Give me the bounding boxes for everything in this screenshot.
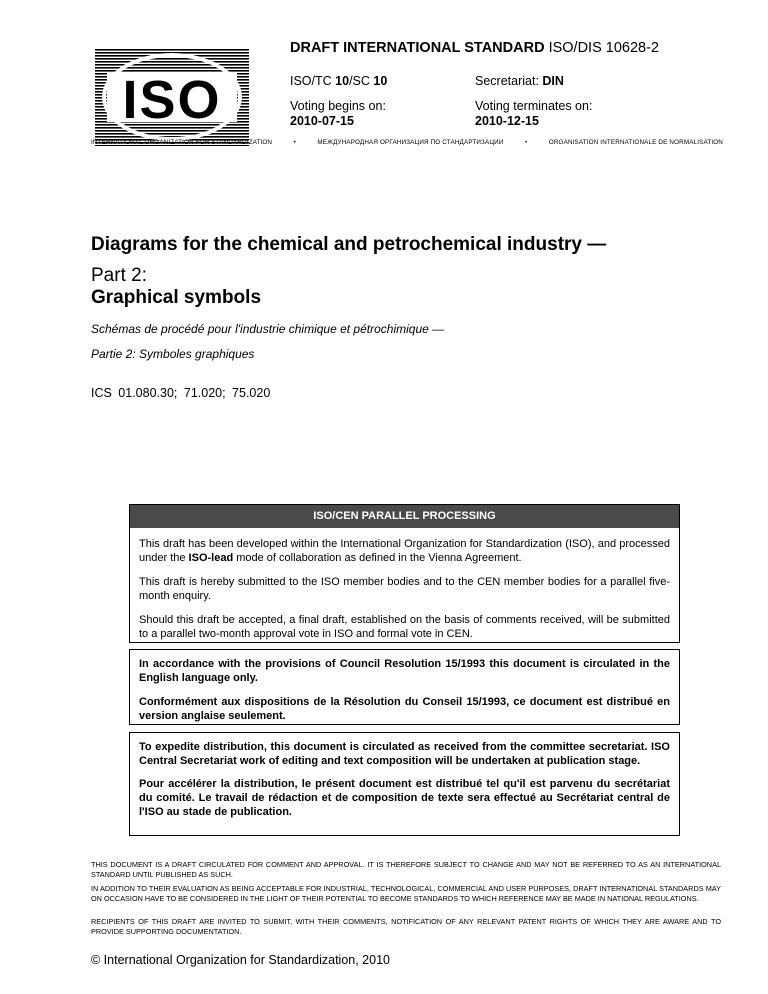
org-name-french: ORGANISATION INTERNATIONALE DE NORMALISATION: [548, 139, 723, 146]
language-notice-english: In accordance with the provisions of Council Resolution 15/1993 this document is circulated in the English language only.: [139, 658, 670, 684]
document-subtitle: Graphical symbols: [91, 287, 262, 308]
parallel-processing-paragraph: This draft is hereby submitted to the ISO member bodies and to the CEN member bodies for a parallel five-month enquiry.: [139, 576, 670, 602]
parallel-processing-box: [129, 504, 680, 643]
parallel-processing-heading: ISO/CEN PARALLEL PROCESSING: [130, 505, 679, 528]
voting-begins: Voting begins on: 2010-07-15: [290, 99, 386, 128]
voting-terminates: Voting terminates on: 2010-12-15: [475, 99, 593, 128]
language-notice-french: Conformément aux dispositions de la Résolution du Conseil 15/1993, ce document est distribué en version anglaise seulement.: [139, 696, 670, 722]
disclaimer-paragraph: RECIPIENTS OF THIS DRAFT ARE INVITED TO SUBMIT, WITH THEIR COMMENTS, NOTIFICATION OF ANY RELEVANT PATENT RIGHTS OF WHICH THEY ARE AWARE AND TO PROVIDE SUPPORTING DOCUMENTATION.: [91, 917, 721, 936]
svg-text:ISO: ISO: [122, 70, 222, 130]
ics-codes: ICS 01.080.30; 71.020; 75.020: [91, 386, 271, 400]
french-part-title: Partie 2: Symboles graphiques: [91, 347, 255, 361]
org-separator: •: [293, 139, 296, 146]
distribution-notice-french: Pour accélérer la distribution, le présent document est distribué tel qu'il est parvenu du secrétariat du comité. Le travail de rédaction et de composition de texte sera effectué au Secrétariat central de l'ISO au stade de publication.: [139, 778, 670, 818]
organization-names-line: [91, 139, 723, 146]
org-name-russian: МЕЖДУНАРОДНАЯ ОРГАНИЗАЦИЯ ПО СТАНДАРТИЗАЦИИ: [317, 139, 504, 146]
secretariat-info: Secretariat: DIN: [475, 74, 564, 88]
iso-logo: [93, 46, 251, 148]
parallel-processing-paragraph: Should this draft be accepted, a final draft, established on the basis of comments received, will be submitted to a parallel two-month approval vote in ISO and formal vote in CEN.: [139, 614, 670, 640]
committee-info: ISO/TC 10/SC 10: [290, 74, 388, 88]
voting-begins-date: 2010-07-15: [290, 114, 354, 128]
document-part: Part 2:: [91, 265, 147, 286]
document-header-title: [290, 40, 659, 56]
parallel-processing-paragraph: This draft has been developed within the International Organization for Standardization (ISO), and processed under the ISO-lead mode of collaboration as defined in the Vienna Agreement.: [139, 538, 670, 564]
standard-type: DRAFT INTERNATIONAL STANDARD: [290, 40, 545, 56]
document-title: Diagrams for the chemical and petrochemical industry —: [91, 234, 607, 255]
french-title: Schémas de procédé pour l'industrie chimique et pétrochimique —: [91, 322, 445, 336]
copyright-notice: © International Organization for Standardization, 2010: [91, 953, 390, 967]
language-notice-box: [129, 649, 680, 725]
voting-terminates-date: 2010-12-15: [475, 114, 539, 128]
document-number: ISO/DIS 10628-2: [548, 40, 659, 56]
org-separator: •: [524, 139, 528, 146]
distribution-notice-english: To expedite distribution, this document is circulated as received from the committee secretariat. ISO Central Secretariat work of editing and text composition will be undertaken at publication stage.: [139, 741, 670, 767]
distribution-notice-box: [129, 732, 680, 836]
disclaimer-paragraph: IN ADDITION TO THEIR EVALUATION AS BEING ACCEPTABLE FOR INDUSTRIAL, TECHNOLOGICAL, COMMERCIAL AND USER PURPOSES, DRAFT INTERNATIONAL STANDARDS MAY ON OCCASION HAVE TO BE CONSIDERED IN THE LIGHT OF THEIR POTENTIAL TO BECOME STANDARDS TO WHICH REFERENCE MAY BE MADE IN NATIONAL REGULATIONS.: [91, 884, 721, 903]
org-name-english: INTERNATIONAL ORGANIZATION FOR STANDARDIZATION: [91, 139, 273, 146]
disclaimer-paragraph: THIS DOCUMENT IS A DRAFT CIRCULATED FOR COMMENT AND APPROVAL. IT IS THEREFORE SUBJECT TO CHANGE AND MAY NOT BE REFERRED TO AS AN INTERNATIONAL STANDARD UNTIL PUBLISHED AS SUCH.: [91, 860, 721, 879]
